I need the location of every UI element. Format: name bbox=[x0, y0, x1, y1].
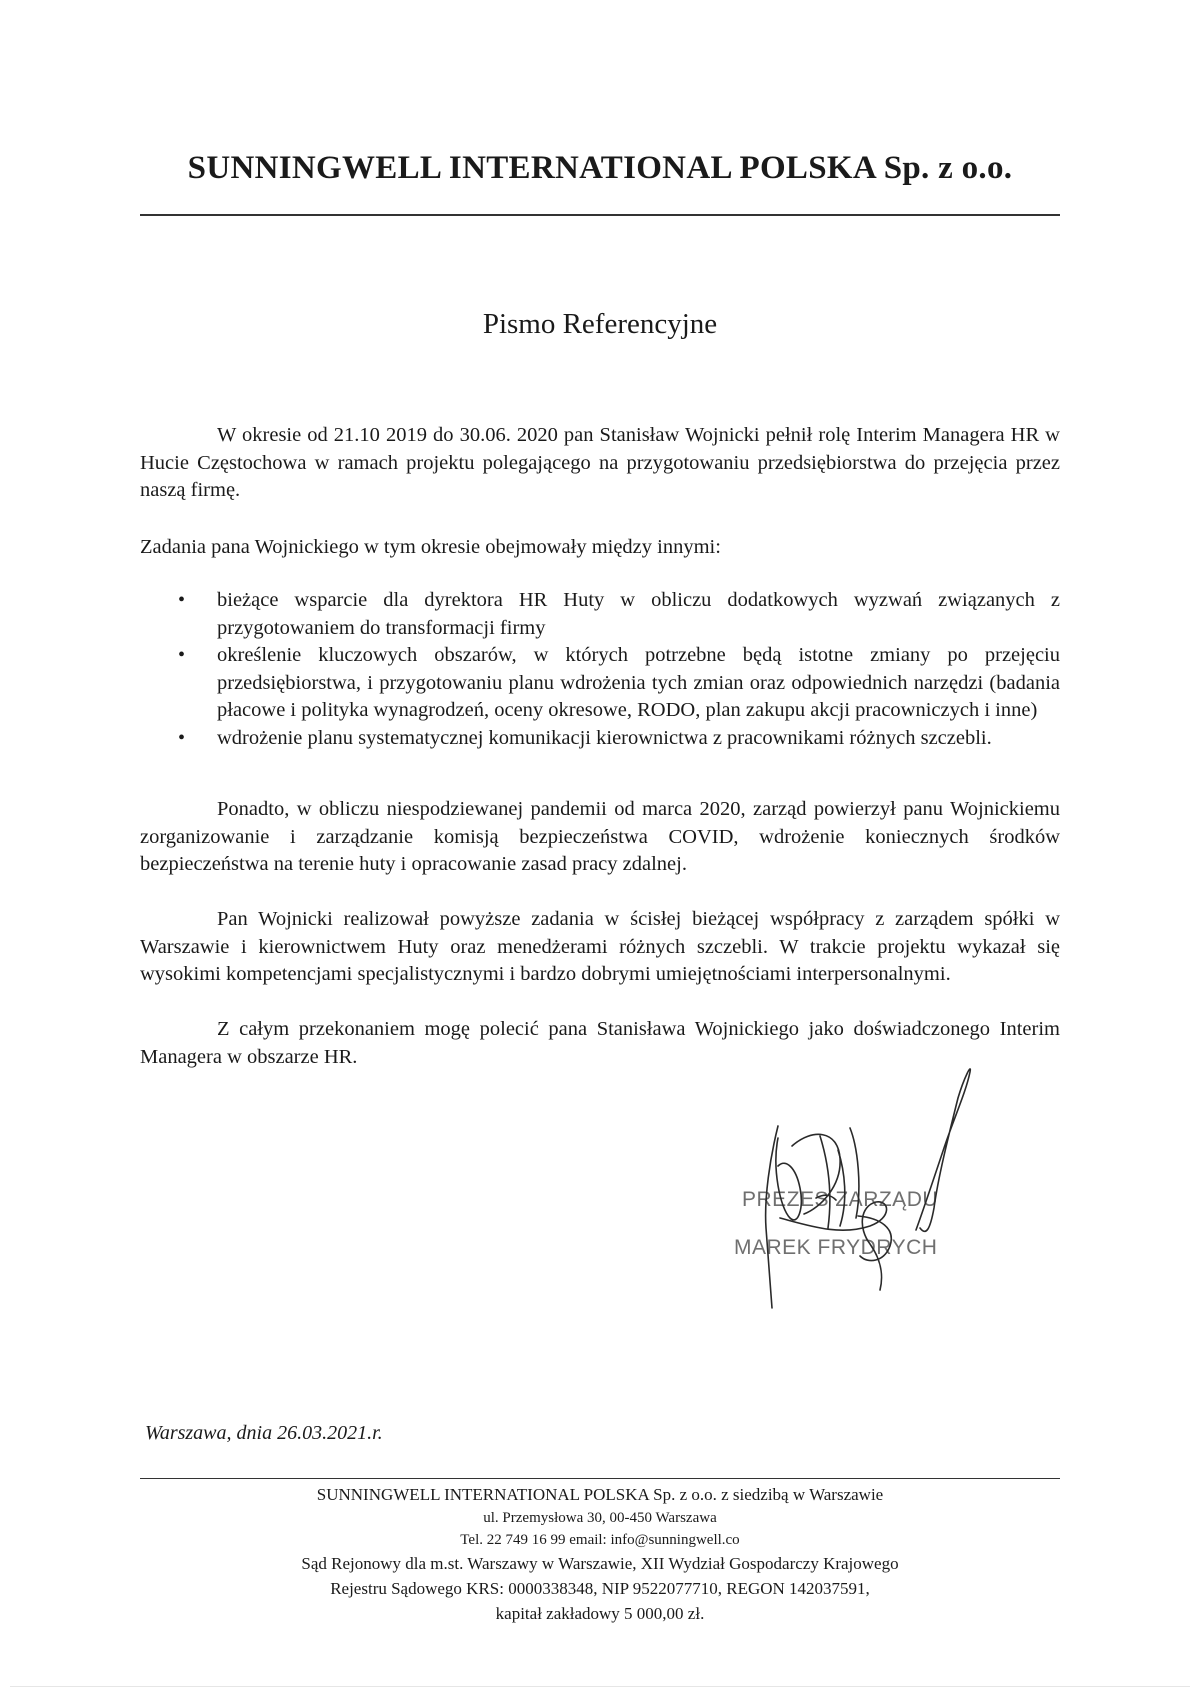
task-list-item: • bieżące wsparcie dla dyrektora HR Huty w obliczu dodatkowych wyzwań związanych z przygotowaniem do transformacji firmy bbox=[140, 587, 1060, 642]
document-title: Pismo Referencyjne bbox=[482, 308, 718, 340]
task-list-item: • wdrożenie planu systematycznej komunikacji kierownictwa z pracownikami różnych szczebli. bbox=[140, 725, 1060, 753]
signature-stamp-block bbox=[720, 1068, 980, 1338]
task-list-item: • określenie kluczowych obszarów, w których potrzebne będą istotne zmiany po przejęciu przedsiębiorstwa, i przygotowaniu planu wdrożenia tych zmian oraz odpowiednich narzędzi (badania płacowe i polityka wynagrodzeń, oceny okresowe, RODO, plan zakupu akcji pracowniczych i inne) bbox=[140, 642, 1060, 725]
handwritten-signature bbox=[720, 1068, 980, 1338]
footer-contact: Tel. 22 749 16 99 email: info@sunningwell.co bbox=[460, 1532, 740, 1548]
paragraph-intro: W okresie od 21.10 2019 do 30.06. 2020 pan Stanisław Wojnicki pełnił rolę Interim Managera HR w Hucie Częstochowa w ramach projektu polegającego na przygotowaniu przedsiębiorstwa do przejęcia przez naszą firmę. bbox=[140, 424, 1060, 501]
place-and-date: Warszawa, dnia 26.03.2021.r. bbox=[145, 1422, 383, 1444]
footer-address: ul. Przemysłowa 30, 00-450 Warszawa bbox=[483, 1510, 717, 1526]
paragraph-recommendation: Z całym przekonaniem mogę polecić pana Stanisława Wojnickiego jako doświadczonego Interim Managera w obszarze HR. bbox=[140, 1018, 1060, 1068]
footer-registry: Rejestru Sądowego KRS: 0000338348, NIP 9522077710, REGON 142037591, bbox=[330, 1579, 870, 1598]
stamp-title: PREZES ZARZĄDU bbox=[742, 1188, 939, 1211]
footer-company-seat: SUNNINGWELL INTERNATIONAL POLSKA Sp. z o.o. z siedzibą w Warszawie bbox=[316, 1485, 884, 1504]
paragraph-cooperation: Pan Wojnicki realizował powyższe zadania w ścisłej bieżącej współpracy z zarządem spółki w Warszawie i kierownictwem Huty oraz menedżerami różnych szczebli. W trakcie projektu wykazał się wysokimi kompetencjami specjalistycznymi i bardzo dobrymi umiejętnościami interpersonalnymi. bbox=[140, 908, 1060, 985]
paragraph-covid: Ponadto, w obliczu niespodziewanej pandemii od marca 2020, zarząd powierzył panu Wojnickiemu zorganizowanie i zarządzanie komisją bezpieczeństwa COVID, wdrożenie koniecznych środków bezpieczeństwa na terenie huty i opracowanie zasad pracy zdalnej. bbox=[140, 798, 1060, 875]
footer-divider bbox=[140, 1478, 1060, 1479]
paragraph-tasks-lead: Zadania pana Wojnickiego w tym okresie obejmowały między innymi: bbox=[140, 536, 721, 558]
stamp-name: MAREK FRYDRYCH bbox=[734, 1236, 938, 1259]
footer-court: Sąd Rejonowy dla m.st. Warszawy w Warszawie, XII Wydział Gospodarczy Krajowego bbox=[301, 1554, 899, 1573]
header-divider bbox=[140, 214, 1060, 216]
footer-capital: kapitał zakładowy 5 000,00 zł. bbox=[495, 1604, 705, 1623]
company-footer bbox=[140, 1483, 1060, 1626]
company-letterhead: SUNNINGWELL INTERNATIONAL POLSKA Sp. z o.o. bbox=[187, 150, 1013, 186]
page-bottom-edge bbox=[10, 1686, 1190, 1687]
task-list bbox=[140, 587, 1060, 752]
